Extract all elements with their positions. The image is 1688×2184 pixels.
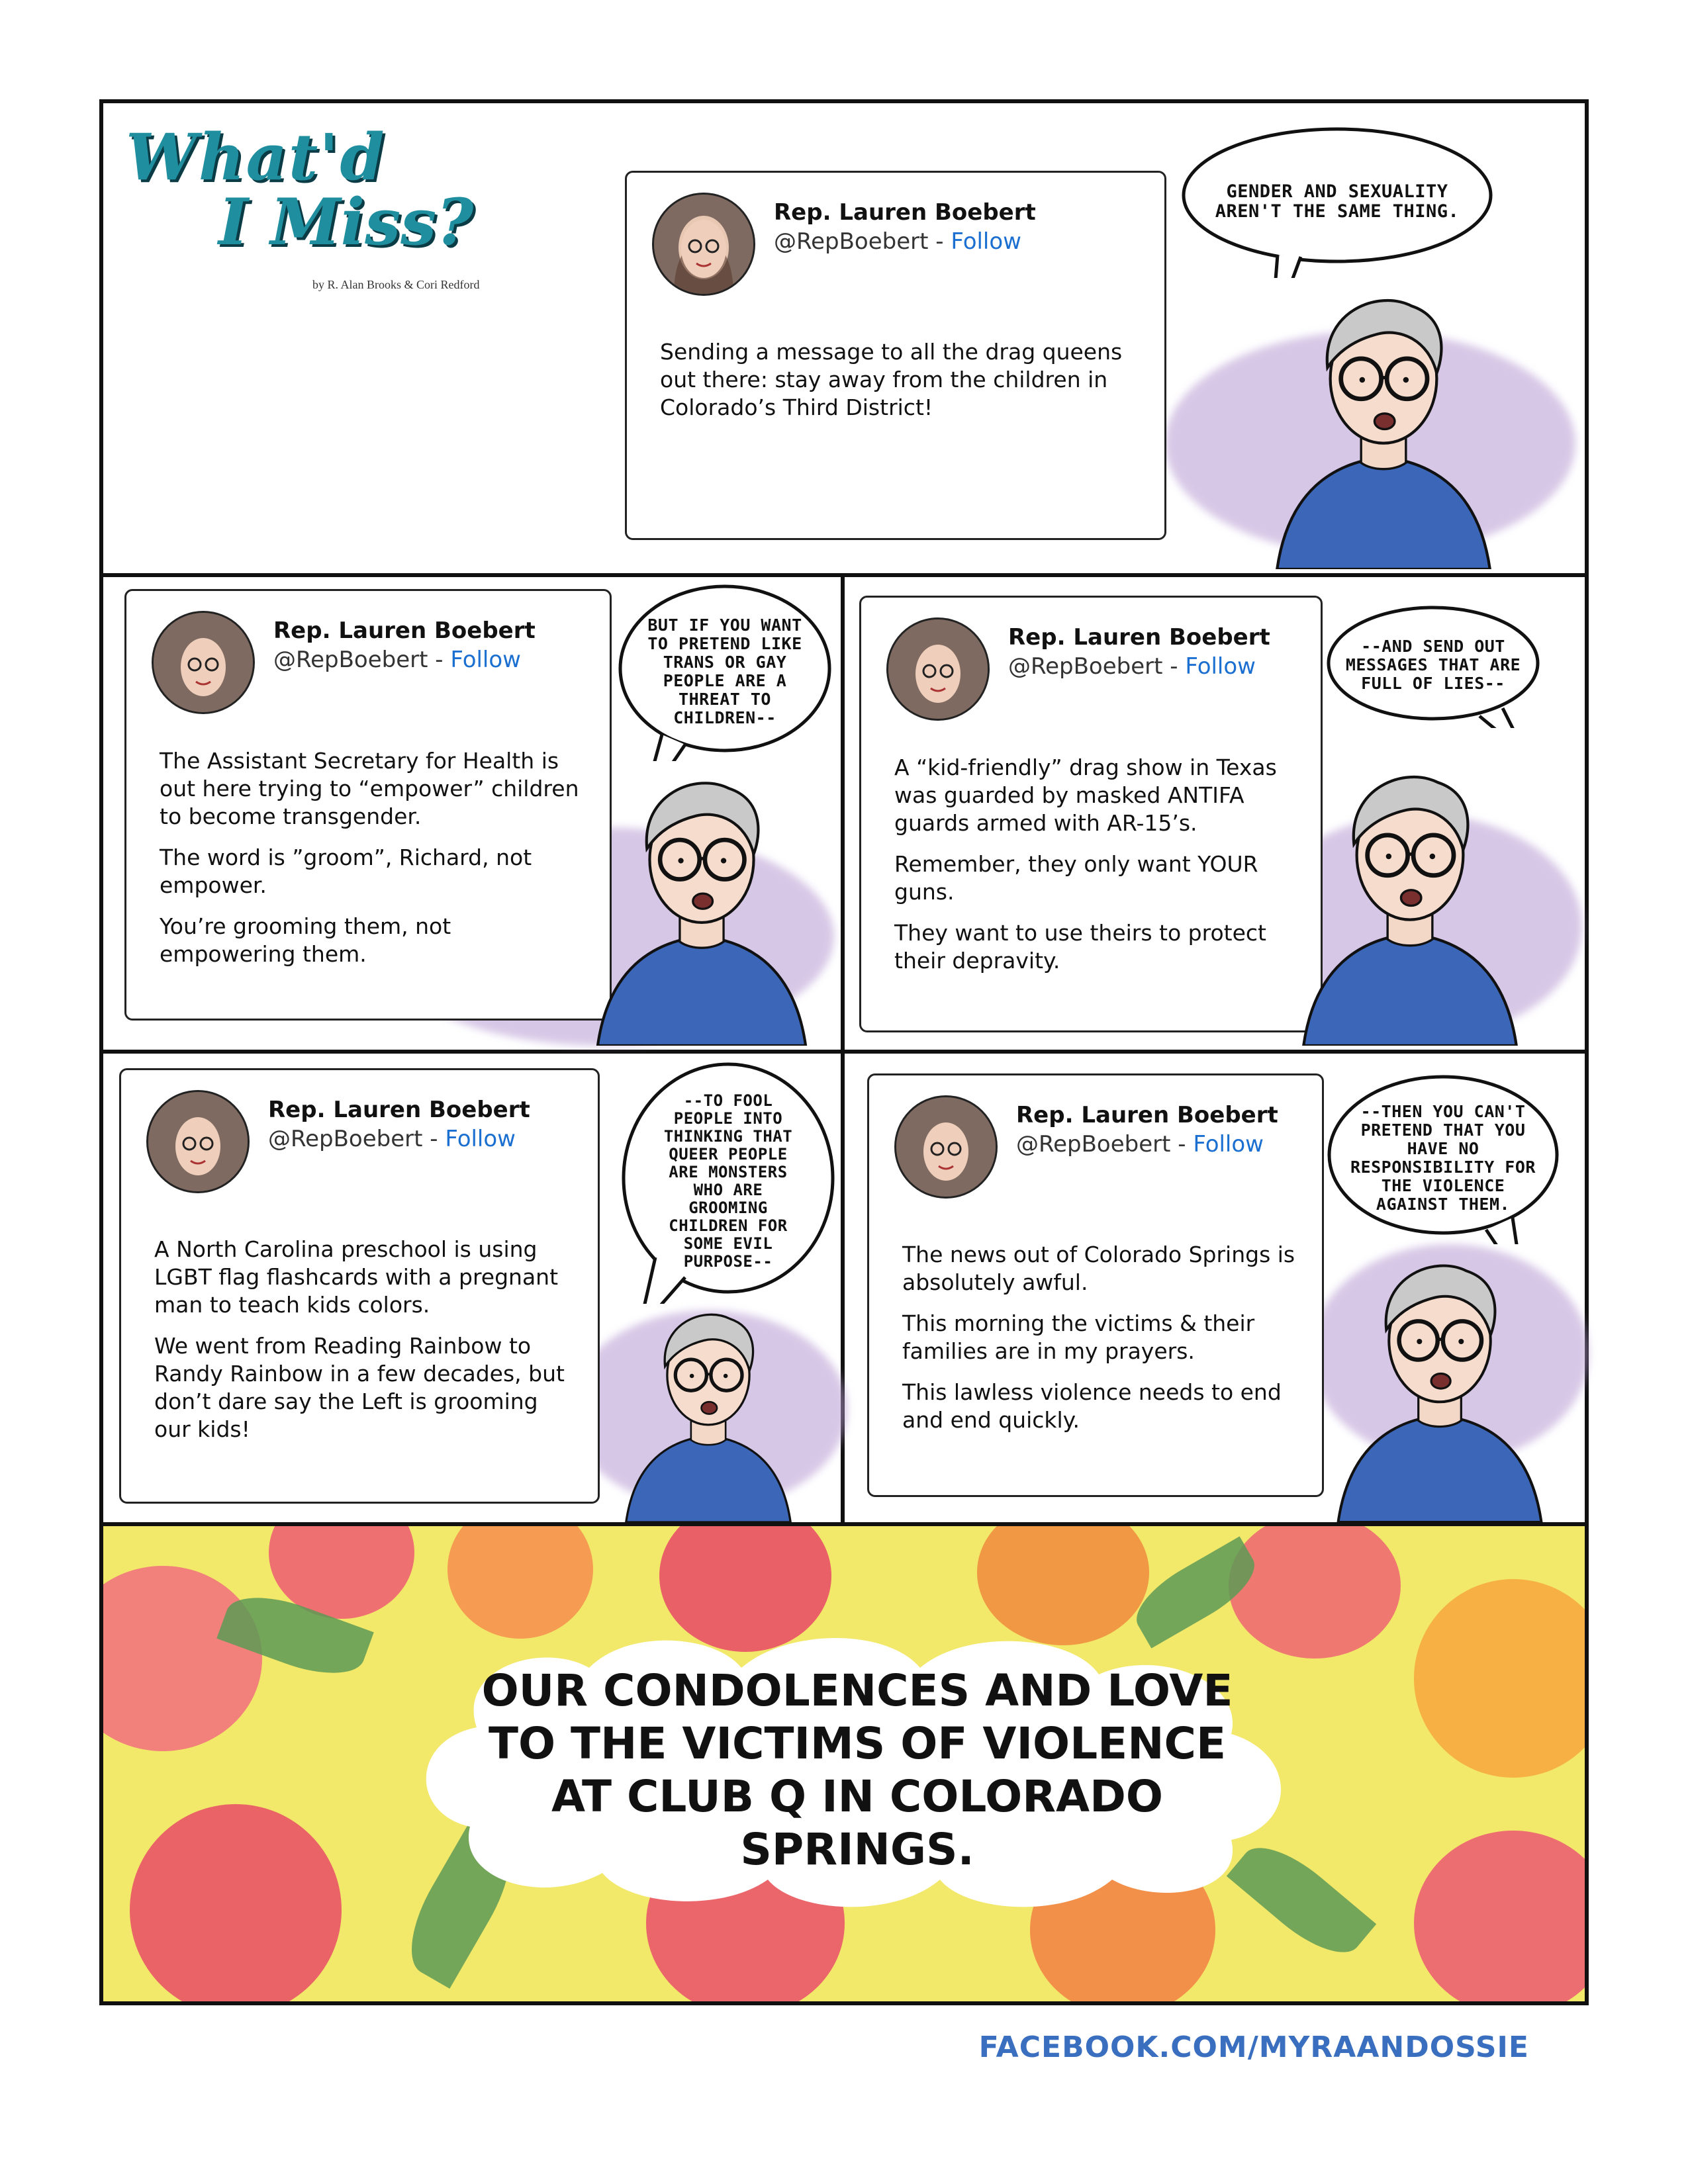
follow-link[interactable]: Follow: [1185, 653, 1256, 680]
speech-bubble: [1178, 126, 1496, 278]
tweet-paragraph: A “kid-friendly” drag show in Texas was guarded by masked ANTIFA guards armed with AR-15’s.: [894, 754, 1277, 836]
flower-decoration: [103, 1566, 262, 1751]
follow-link[interactable]: Follow: [445, 1126, 516, 1152]
avatar: [146, 1090, 250, 1193]
tweet-card: [867, 1073, 1324, 1497]
tweet-author-name: Rep. Lauren Boebert: [1016, 1102, 1278, 1128]
tweet-paragraph: The Assistant Secretary for Health is out here trying to “empower” children to become transgender.: [160, 748, 579, 829]
tweet-author-name: Rep. Lauren Boebert: [273, 617, 536, 644]
speech-bubble: [1324, 1072, 1562, 1244]
tweet-handle-row: @RepBoebert - Follow: [268, 1126, 516, 1152]
speech-bubble: [1324, 602, 1542, 728]
tweet-paragraph: They want to use theirs to protect their depravity.: [894, 920, 1266, 974]
follow-link[interactable]: Follow: [450, 647, 521, 673]
tweet-paragraph: This lawless violence needs to end and end quickly.: [902, 1379, 1282, 1433]
tweet-author-name: Rep. Lauren Boebert: [1008, 624, 1270, 651]
tweet-paragraph: This morning the victims & their families are in my prayers.: [902, 1310, 1255, 1364]
follow-link[interactable]: Follow: [1193, 1131, 1264, 1158]
tweet-author-name: Rep. Lauren Boebert: [268, 1097, 530, 1123]
title-line-1: What'd: [126, 120, 386, 195]
character-woman: [1284, 754, 1536, 1046]
tweet-body: [894, 754, 1294, 988]
flower-decoration: [1414, 1579, 1585, 1778]
tweet-handle-row: @RepBoebert - Follow: [1008, 653, 1256, 680]
follow-link[interactable]: Follow: [951, 228, 1021, 255]
character-woman: [609, 1297, 808, 1522]
tweet-paragraph: You’re grooming them, not empowering them.: [160, 913, 451, 967]
tweet-handle: @RepBoebert: [273, 647, 428, 673]
tweet-card: [119, 1068, 600, 1504]
character-woman: [1317, 1244, 1562, 1522]
tweet-handle: @RepBoebert: [1016, 1131, 1171, 1158]
byline: by R. Alan Brooks & Cori Redford: [312, 278, 480, 291]
character-woman: [1244, 278, 1523, 569]
panel-divider-v2: [841, 1050, 845, 1522]
tweet-card: [124, 589, 612, 1021]
tweet-paragraph: The news out of Colorado Springs is absolutely awful.: [902, 1242, 1295, 1295]
avatar: [886, 617, 990, 721]
tweet-author-name: Rep. Lauren Boebert: [774, 199, 1036, 226]
tweet-handle: @RepBoebert: [268, 1126, 423, 1152]
tweet-handle: @RepBoebert: [774, 228, 929, 255]
speech-bubble: [616, 582, 834, 761]
title-line-2: I Miss?: [218, 185, 474, 259]
tweet-body: [902, 1241, 1295, 1447]
tweet-paragraph: We went from Reading Rainbow to Randy Rainbow in a few decades, but don’t dare say the Left is grooming our kids!: [154, 1333, 565, 1442]
condolence-text: OUR CONDOLENCES AND LOVE TO THE VICTIMS OF VIOLENCE AT CLUB Q IN COLORADO SPRINGS.: [481, 1665, 1233, 1875]
tweet-paragraph: Sending a message to all the drag queens out there: stay away from the children in Colorado’s Third District!: [660, 339, 1123, 420]
facebook-link[interactable]: FACEBOOK.COM/MYRAANDOSSIE: [978, 2030, 1529, 2064]
avatar: [152, 611, 255, 714]
comic-title: [126, 120, 563, 291]
tweet-paragraph: A North Carolina preschool is using LGBT flag flashcards with a pregnant man to teach kids colors.: [154, 1236, 559, 1318]
speech-bubble: [619, 1059, 837, 1304]
avatar: [894, 1095, 998, 1199]
tweet-body: [154, 1236, 571, 1457]
tweet-handle-row: @RepBoebert - Follow: [1016, 1131, 1264, 1158]
tweet-handle-row: @RepBoebert - Follow: [273, 647, 521, 673]
bubble-text: GENDER AND SEXUALITY AREN'T THE SAME THING.: [1215, 181, 1460, 222]
avatar: [652, 193, 755, 296]
flower-decoration: [1414, 1831, 1585, 2001]
flower-decoration: [130, 1804, 342, 2001]
tweet-body: [660, 338, 1138, 435]
bubble-text: --THEN YOU CAN'T PRETEND THAT YOU HAVE NO RESPONSIBILITY FOR THE VIOLENCE AGAINST THEM.: [1350, 1102, 1536, 1214]
bubble-text: BUT IF YOU WANT TO PRETEND LIKE TRANS OR GAY PEOPLE ARE A THREAT TO CHILDREN--: [647, 615, 802, 727]
tweet-paragraph: The word is ”groom”, Richard, not empower.: [160, 844, 532, 898]
panel-divider-v1: [841, 573, 845, 1050]
condolence-cloud: [397, 1628, 1317, 1913]
tweet-handle-row: @RepBoebert - Follow: [774, 228, 1021, 255]
flower-decoration: [447, 1526, 593, 1639]
tweet-card: [625, 171, 1166, 540]
tweet-card: [859, 596, 1323, 1032]
tweet-body: [160, 747, 583, 981]
tweet-paragraph: Remember, they only want YOUR guns.: [894, 851, 1258, 905]
character-woman: [583, 761, 821, 1046]
tweet-handle: @RepBoebert: [1008, 653, 1163, 680]
bubble-text: --AND SEND OUT MESSAGES THAT ARE FULL OF LIES--: [1345, 637, 1521, 693]
flower-decoration: [977, 1526, 1149, 1645]
bubble-text: --TO FOOL PEOPLE INTO THINKING THAT QUEER PEOPLE ARE MONSTERS WHO ARE GROOMING CHILDREN FOR SOME EVIL PURPOSE--: [663, 1091, 793, 1271]
